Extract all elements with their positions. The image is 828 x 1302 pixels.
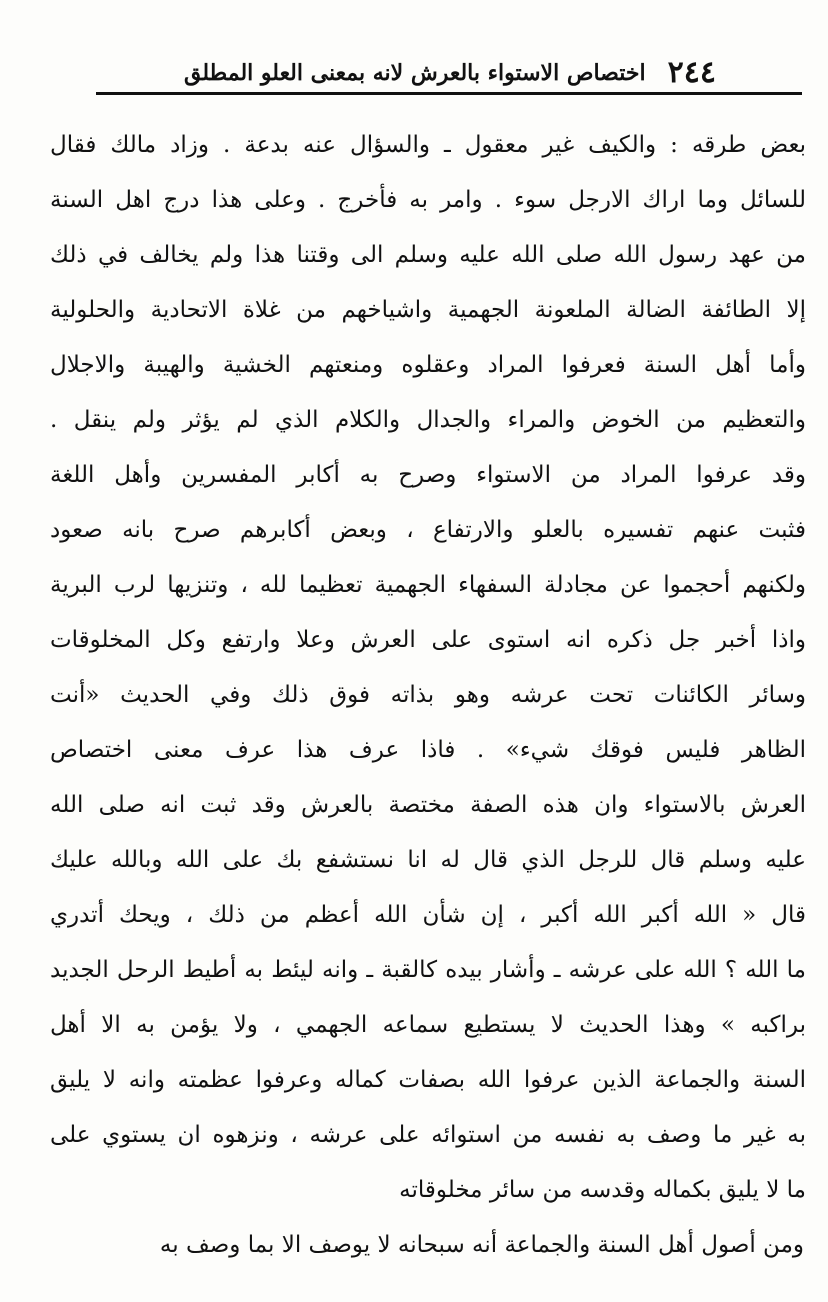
page-header: [120, 40, 780, 88]
text-line: واذا أخبر جل ذكره انه استوى على العرش وعلا وارتفع وكل المخلوقات: [50, 627, 806, 653]
text-line: ما الله ؟ الله على عرشه ـ وأشار بيده كالقبة ـ وانه ليئط به أطيط الرحل الجديد: [50, 957, 806, 983]
header-rule: [96, 92, 802, 95]
body-text: [50, 118, 806, 1273]
text-line: عليه وسلم قال للرجل الذي قال له انا نستشفع بك على الله وبالله عليك: [50, 847, 806, 873]
text-line: بعض طرقه : والكيف غير معقول ـ والسؤال عنه بدعة . وزاد مالك فقال: [50, 132, 806, 158]
text-line: وسائر الكائنات تحت عرشه وهو بذاته فوق ذلك وفي الحديث «أنت: [50, 682, 806, 708]
text-line: وقد عرفوا المراد من الاستواء وصرح به أكابر المفسرين وأهل اللغة: [50, 462, 806, 488]
text-line: العرش بالاستواء وان هذه الصفة مختصة بالعرش وقد ثبت انه صلى الله: [50, 792, 806, 818]
text-line: به غير ما وصف به نفسه من استوائه على عرشه ، ونزهوه ان يستوي على: [50, 1122, 806, 1148]
text-line: والتعظيم من الخوض والمراء والجدال والكلام الذي لم يؤثر ولم ينقل .: [50, 407, 806, 433]
text-line: من عهد رسول الله صلى الله عليه وسلم الى وقتنا هذا ولم يخالف في ذلك: [50, 242, 806, 268]
text-line: للسائل وما اراك الارجل سوء . وامر به فأخرج . وعلى هذا درج اهل السنة: [50, 187, 806, 213]
text-line: ما لا يليق بكماله وقدسه من سائر مخلوقاته: [399, 1177, 806, 1203]
text-line: براكبه » وهذا الحديث لا يستطيع سماعه الجهمي ، ولا يؤمن به الا أهل: [50, 1012, 806, 1038]
text-line: إلا الطائفة الضالة الملعونة الجهمية واشياخهم من غلاة الاتحادية والحلولية: [50, 297, 806, 323]
text-line: السنة والجماعة الذين عرفوا الله بصفات كماله وعرفوا عظمته وانه لا يليق: [50, 1067, 806, 1093]
text-line: ولكنهم أحجموا عن مجادلة السفهاء الجهمية تعظيما لله ، وتنزيها لرب البرية: [50, 572, 806, 598]
page-number: ٢٤٤: [667, 55, 716, 90]
text-line: الظاهر فليس فوقك شيء» . فاذا عرف هذا عرف معنى اختصاص: [50, 737, 806, 763]
running-title: اختصاص الاستواء بالعرش لانه بمعنى العلو المطلق: [184, 59, 646, 86]
text-line: وأما أهل السنة فعرفوا المراد وعقلوه ومنعتهم الخشية والهيبة والاجلال: [50, 352, 806, 378]
text-line: ومن أصول أهل السنة والجماعة أنه سبحانه لا يوصف الا بما وصف به: [159, 1232, 804, 1258]
text-line: قال « الله أكبر الله أكبر ، إن شأن الله أعظم من ذلك ، ويحك أتدري: [50, 902, 806, 928]
text-line: فثبت عنهم تفسيره بالعلو والارتفاع ، وبعض أكابرهم صرح بانه صعود: [50, 517, 806, 543]
